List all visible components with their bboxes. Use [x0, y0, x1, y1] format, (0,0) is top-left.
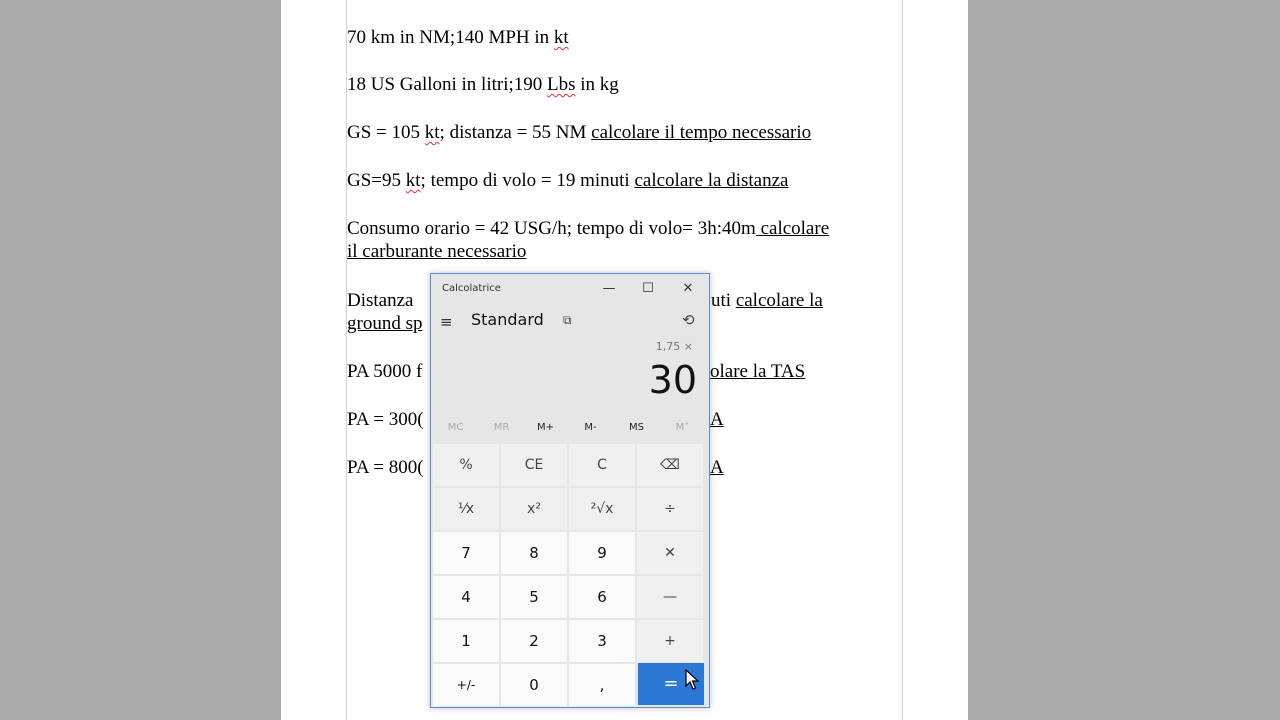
reciprocal-button[interactable]: ⅟x [433, 488, 499, 530]
backspace-button[interactable]: ⌫ [637, 444, 703, 486]
memory-store-button[interactable]: MS [629, 422, 644, 433]
doc-underlined-text: ground sp [347, 313, 423, 334]
doc-line-5 [347, 217, 829, 240]
maximize-icon[interactable]: ☐ [642, 281, 654, 296]
mouse-pointer-icon [685, 669, 699, 691]
digit-9-button[interactable]: 9 [569, 532, 635, 574]
memory-recall-button[interactable]: MR [493, 422, 510, 433]
doc-text: Distanza [347, 290, 414, 311]
doc-text: PA = 300( [347, 409, 424, 430]
digit-3-button[interactable]: 3 [569, 620, 635, 662]
doc-text: in kg [575, 74, 619, 95]
calculator-titlebar[interactable] [431, 274, 709, 304]
memory-row [431, 422, 709, 442]
doc-underlined-text: calcolare la [735, 290, 823, 311]
minus-button[interactable]: — [637, 576, 703, 618]
doc-misspelled-word: Lbs [547, 74, 576, 95]
doc-misspelled-word: kt [553, 27, 569, 48]
doc-line-11b [710, 456, 724, 479]
doc-line-10b [710, 408, 724, 431]
doc-underlined-text: calcolare il tempo necessario [591, 122, 812, 143]
doc-text: PA 5000 f [347, 361, 423, 382]
doc-text: uti [711, 290, 736, 311]
doc-line-10a [347, 408, 424, 431]
digit-7-button[interactable]: 7 [433, 532, 499, 574]
doc-text: Consumo orario = 42 USG/h; tempo di volo= 3h:40m [347, 218, 756, 239]
doc-line-9a [347, 360, 422, 383]
doc-underlined-text: olare la TAS [710, 361, 806, 382]
doc-misspelled-word: kt [405, 170, 421, 191]
doc-text: GS=95 [347, 170, 406, 191]
memory-subtract-button[interactable]: M- [584, 422, 597, 433]
doc-underlined-text: A [710, 409, 724, 430]
doc-underlined-text: il carburante necessario [347, 241, 527, 262]
memory-list-button[interactable]: M˅ [675, 422, 690, 433]
calculator-window [430, 273, 710, 708]
doc-misspelled-word: kt [424, 122, 440, 143]
mode-title: Standard [471, 310, 544, 329]
doc-line-11a [347, 456, 424, 479]
doc-text: 70 km in NM;140 MPH in [347, 27, 554, 48]
clear-entry-button[interactable]: CE [501, 444, 567, 486]
negate-button[interactable]: +/- [433, 664, 499, 706]
digit-0-button[interactable]: 0 [501, 664, 567, 706]
doc-underlined-text: A [710, 457, 724, 478]
doc-line-9b [710, 360, 805, 383]
memory-clear-button[interactable]: MC [447, 422, 464, 433]
memory-add-button[interactable]: M+ [536, 422, 554, 433]
digit-2-button[interactable]: 2 [501, 620, 567, 662]
calculator-header [431, 304, 709, 338]
digit-6-button[interactable]: 6 [569, 576, 635, 618]
history-icon[interactable]: ⟲ [682, 311, 695, 329]
divide-button[interactable]: ÷ [637, 488, 703, 530]
plus-button[interactable]: + [637, 620, 703, 662]
percent-button[interactable]: % [433, 444, 499, 486]
doc-line-6 [347, 240, 526, 263]
digit-8-button[interactable]: 8 [501, 532, 567, 574]
menu-icon[interactable]: ≡ [440, 313, 453, 331]
doc-line-3 [347, 121, 811, 144]
doc-line-4 [347, 169, 788, 192]
doc-text: PA = 800( [347, 457, 424, 478]
minimize-icon[interactable]: — [602, 281, 616, 296]
decimal-button[interactable]: , [569, 664, 635, 706]
doc-underlined-text: calcolare [755, 218, 830, 239]
doc-text: GS = 105 [347, 122, 425, 143]
doc-line-7a [347, 289, 413, 312]
square-root-button[interactable]: ²√x [569, 488, 635, 530]
multiply-button[interactable]: ✕ [637, 532, 703, 574]
doc-line-8 [347, 312, 422, 335]
doc-line-7b [711, 289, 823, 312]
doc-line-1 [347, 26, 569, 49]
clear-button[interactable]: C [569, 444, 635, 486]
expression-display: 1,75 × [655, 340, 693, 353]
close-icon[interactable]: ✕ [682, 281, 694, 296]
doc-text: 18 US Galloni in litri;190 [347, 74, 548, 95]
digit-5-button[interactable]: 5 [501, 576, 567, 618]
doc-text: ; distanza = 55 NM [439, 122, 592, 143]
equals-button[interactable]: = [638, 663, 704, 705]
doc-line-2 [347, 73, 619, 96]
result-display: 30 [648, 358, 697, 402]
digit-1-button[interactable]: 1 [433, 620, 499, 662]
doc-underlined-text: calcolare la distanza [634, 170, 789, 191]
keep-on-top-icon[interactable]: ⧉ [563, 313, 572, 327]
digit-4-button[interactable]: 4 [433, 576, 499, 618]
doc-text: ; tempo di volo = 19 minuti [420, 170, 635, 191]
square-button[interactable]: x² [501, 488, 567, 530]
window-title: Calcolatrice [442, 283, 501, 294]
